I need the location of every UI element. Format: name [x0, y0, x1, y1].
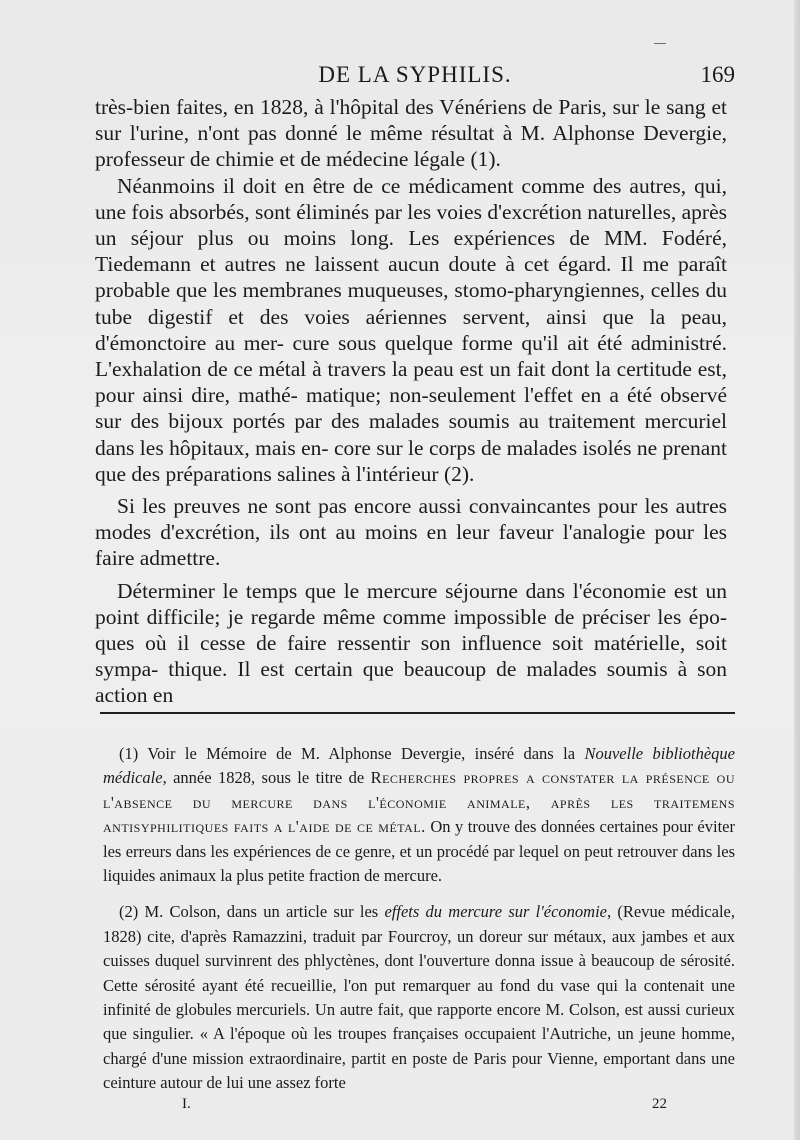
signature-sheet: 22	[652, 1096, 667, 1112]
text-line: matique; non-seulement l'effet en a été observé sur des bijoux portés par	[95, 383, 727, 434]
footnote-1-text-a: (1) Voir le Mémoire de M. Alphonse Devergie, inséré dans la	[119, 744, 585, 763]
footnote-1-title: Recherches propres a constater la présence ou l'absence du mercure dans l'économie animale, après les traitemens antisyphilitiques faits a l'aide de ce métal.	[103, 768, 735, 837]
text-line: un séjour plus ou moins long. Les expériences de MM. Fodéré, Tiedemann	[95, 226, 727, 277]
page-mark	[654, 43, 666, 44]
page-header	[95, 62, 735, 92]
paragraph-4	[95, 578, 727, 709]
text-line: et des voies aériennes servent, ainsi que la peau, d'émonctoire au mer-	[95, 304, 727, 355]
footnote-1-text-b: , année 1828, sous le titre de	[162, 768, 371, 788]
text-line: une fois absorbés, sont éliminés par les voies d'excrétion naturelles, après	[95, 199, 727, 224]
paragraph-2	[95, 173, 727, 487]
text-line: admettre.	[139, 546, 221, 571]
text-line: point difficile; je regarde même comme impossible de préciser les épo-	[95, 604, 727, 629]
footnote-1-text-c: On y trouve des données certaines pour éviter les erreurs dans les expériences de ce genre, et un procédé par lequel on peut retrouver dans les liquides animaux la plus petite fraction de mercure.	[103, 817, 735, 886]
footnote-divider	[100, 712, 735, 714]
text-line: cure sous quelque forme qu'il ait été administré. L'exhalation de ce métal	[95, 330, 728, 382]
footnote-1-journal: Nouvelle bibliothèque médicale	[103, 744, 735, 788]
footnote-1	[103, 742, 735, 888]
page-number: 169	[700, 62, 735, 87]
text-line: thique. Il est certain que beaucoup de malades soumis à son action en	[95, 657, 727, 708]
footnote-2-italic: effets du mercure sur l'économie	[384, 902, 608, 922]
text-line: très-bien faites, en 1828, à l'hôpital des Vénériens de Paris, sur le sang	[95, 95, 706, 119]
text-line: à travers la peau est un fait dont la certitude est, pour ainsi dire, mathé-	[95, 357, 727, 408]
text-line: Néanmoins il doit en être de ce médicament comme des autres, qui,	[117, 173, 727, 198]
page-edge	[794, 0, 800, 1140]
text-line: et sur l'urine, n'ont pas donné le même résultat à M. Alphonse Devergie,	[95, 95, 727, 146]
text-line: et autres ne laissent aucun doute à cet égard. Il me paraît probable que	[95, 252, 727, 303]
text-line: à l'intérieur (2).	[340, 461, 475, 486]
text-line: des malades soumis au traitement mercuriel dans les hôpitaux, mais en-	[95, 409, 727, 460]
footnote-2	[103, 900, 735, 1095]
running-title: DE LA SYPHILIS.	[318, 62, 512, 87]
text-line: Déterminer le temps que le mercure séjourne dans l'économie est un	[117, 578, 727, 603]
text-line: les membranes muqueuses, stomo-pharyngiennes, celles du tube digestif	[95, 278, 727, 329]
text-line: Si les preuves ne sont pas encore aussi convaincantes pour les autres	[117, 494, 727, 519]
paragraph-1	[95, 94, 727, 173]
footnote-2-text-b: , (Revue médicale, 1828) cite, d'après Ramazzini, traduit par Fourcroy, un doreur sur métaux, aux jambes et aux cuisses duquel survinrent des phlyctènes, dont l'ouverture donna issue à beaucoup de sérosité. Cette sérosité ayant été recueillie, l'on put remarquer au fond du vase qui la contenait une infinité de globules mercuriels. Un autre fait, que rapporte encore M. Colson, est aussi curieux que singulier. « A l'époque où les troupes françaises occupaient l'Autriche, un jeune homme, chargé d'une mission extraordinaire, partit en poste de Paris pour Vienne, emportant dans une ceinture autour de lui une assez forte	[103, 902, 735, 1093]
page-footer	[170, 1096, 710, 1116]
text-line: modes d'excrétion, ils ont au moins en leur faveur l'analogie pour les faire	[95, 520, 727, 571]
footnote-2-text-a: (2) M. Colson, dans un article sur les	[119, 902, 385, 922]
text-line: ques où il cesse de faire ressentir son influence soit matérielle, soit sympa-	[95, 631, 727, 682]
main-text	[95, 94, 727, 709]
footnotes	[103, 742, 735, 1096]
text-line: professeur de chimie et de médecine légale (1).	[95, 147, 501, 172]
paragraph-3	[95, 493, 727, 572]
text-line: core sur le corps de malades isolés ne prenant que des préparations salines	[95, 435, 728, 486]
signature-volume: I.	[182, 1096, 191, 1112]
